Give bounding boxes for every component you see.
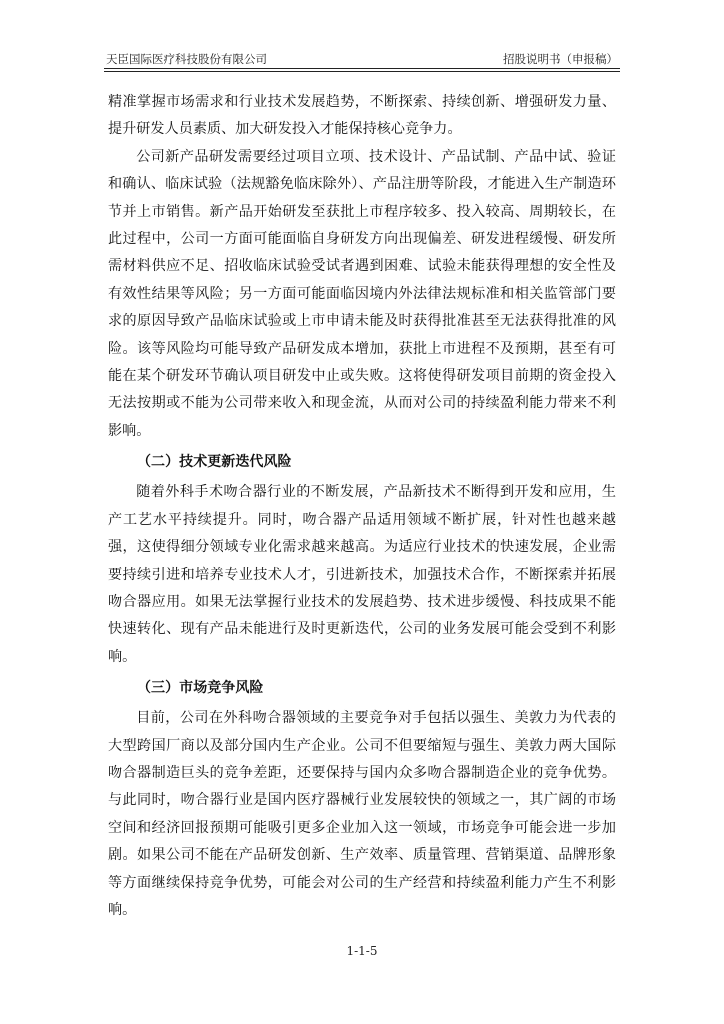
header-rule-thin (104, 71, 620, 72)
section-heading-market-competition: （三）市场竞争风险 (137, 680, 264, 697)
header-company-name: 天臣国际医疗科技股份有限公司 (106, 52, 267, 66)
page-number: 1-1-5 (346, 944, 378, 958)
page-header (104, 50, 620, 68)
header-document-type: 招股说明书（申报稿） (503, 52, 618, 66)
section-heading-tech-iteration: （二）技术更新迭代风险 (137, 454, 292, 471)
page-body (108, 89, 616, 924)
header-rule-thick (104, 68, 620, 69)
paragraph-rd-risk: 公司新产品研发需要经过项目立项、技术设计、产品试制、产品中试、验证和确认、临床试验（法规豁免临床除外）、产品注册等阶段，才能进入生产制造环节并上市销售。新产品开始研发至获批上市程序较多、投入较高、周期较长，在此过程中，公司一方面可能面临自身研发方向出现偏差、研发进程缓慢、研发所需材料供应不足、招收临床试验受试者遇到困难、试验未能获得理想的安全性及有效性结果等风险；另一方面可能面临因境内外法律法规标准和相关监管部门要求的原因导致产品临床试验或上市申请未能及时获得批准甚至无法获得批准的风险。该等风险均可能导致产品研发成本增加，获批上市进程不及预期，甚至有可能在某个研发环节确认项目研发中止或失败。这将使得研发项目前期的资金投入无法按期或不能为公司带来收入和现金流，从而对公司的持续盈利能力带来不利影响。 (108, 148, 616, 439)
paragraph-continued: 精准掌握市场需求和行业技术发展趋势，不断探索、持续创新、增强研发力量、提升研发人员素质、加大研发投入才能保持核心竞争力。 (108, 94, 616, 138)
paragraph-tech-iteration: 随着外科手术吻合器行业的不断发展，产品新技术不断得到开发和应用，生产工艺水平持续提升。同时，吻合器产品适用领域不断扩展，针对性也越来越强，这使得细分领域专业化需求越来越高。为适应行业技术的快速发展，企业需要持续引进和培养专业技术人才，引进新技术，加强技术合作，不断探索并拓展吻合器应用。如果无法掌握行业技术的发展趋势、技术进步缓慢、科技成果不能快速转化、现有产品未能进行及时更新迭代，公司的业务发展可能会受到不利影响。 (108, 484, 616, 665)
paragraph-market-competition: 目前，公司在外科吻合器领域的主要竞争对手包括以强生、美敦力为代表的大型跨国厂商以及部分国内生产企业。公司不但要缩短与强生、美敦力两大国际吻合器制造巨头的竞争差距，还要保持与国内众多吻合器制造企业的竞争优势。与此同时，吻合器行业是国内医疗器械行业发展较快的领域之一，其广阔的市场空间和经济回报预期可能吸引更多企业加入这一领域，市场竞争可能会进一步加剧。如果公司不能在产品研发创新、生产效率、质量管理、营销渠道、品牌形象等方面继续保持竞争优势，可能会对公司的生产经营和持续盈利能力产生不利影响。 (108, 710, 616, 918)
